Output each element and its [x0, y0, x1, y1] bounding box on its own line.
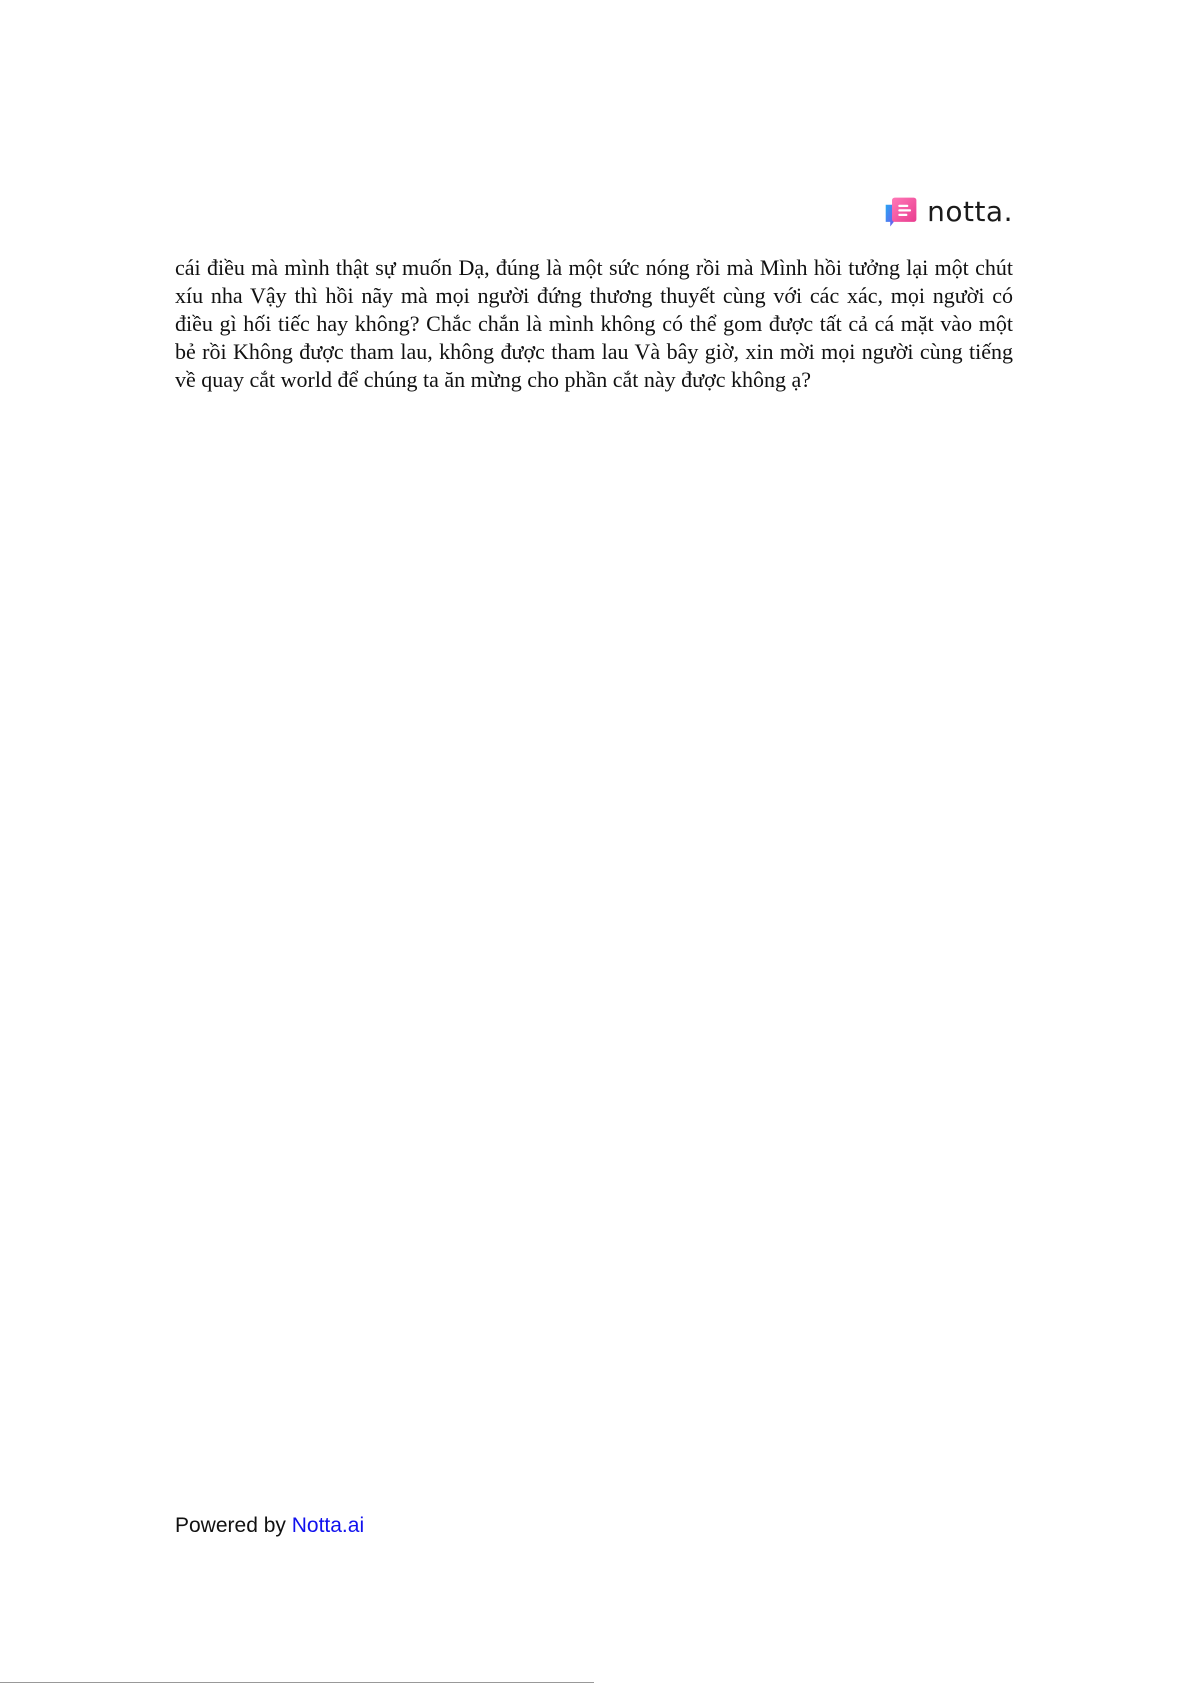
transcript-paragraph: cái điều mà mình thật sự muốn Dạ, đúng là một sức nóng rồi mà Mình hồi tưởng lại một chút xíu nha Vậy thì hồi nãy mà mọi người đứng thương thuyết cùng với các xác, mọi người có điều gì hối tiếc hay không? Chắc chắn là mình không có thể gom được tất cả cá mặt vào một bẻ rồi Không được tham lau, không được tham lau Và bây giờ, xin mời mọi người cùng tiếng về quay cắt world để chúng ta ăn mừng cho phần cắt này được không ạ?	[175, 255, 1013, 392]
notta-link[interactable]: Notta.ai	[291, 1514, 365, 1537]
powered-by-text: Powered by	[175, 1514, 292, 1537]
notta-logo-icon	[883, 192, 919, 232]
notta-logo	[883, 192, 1013, 232]
logo-text: notta.	[927, 195, 1013, 228]
page-bottom-rule	[0, 1682, 594, 1683]
transcript-body	[175, 254, 1013, 394]
footer-attribution	[175, 1513, 364, 1539]
